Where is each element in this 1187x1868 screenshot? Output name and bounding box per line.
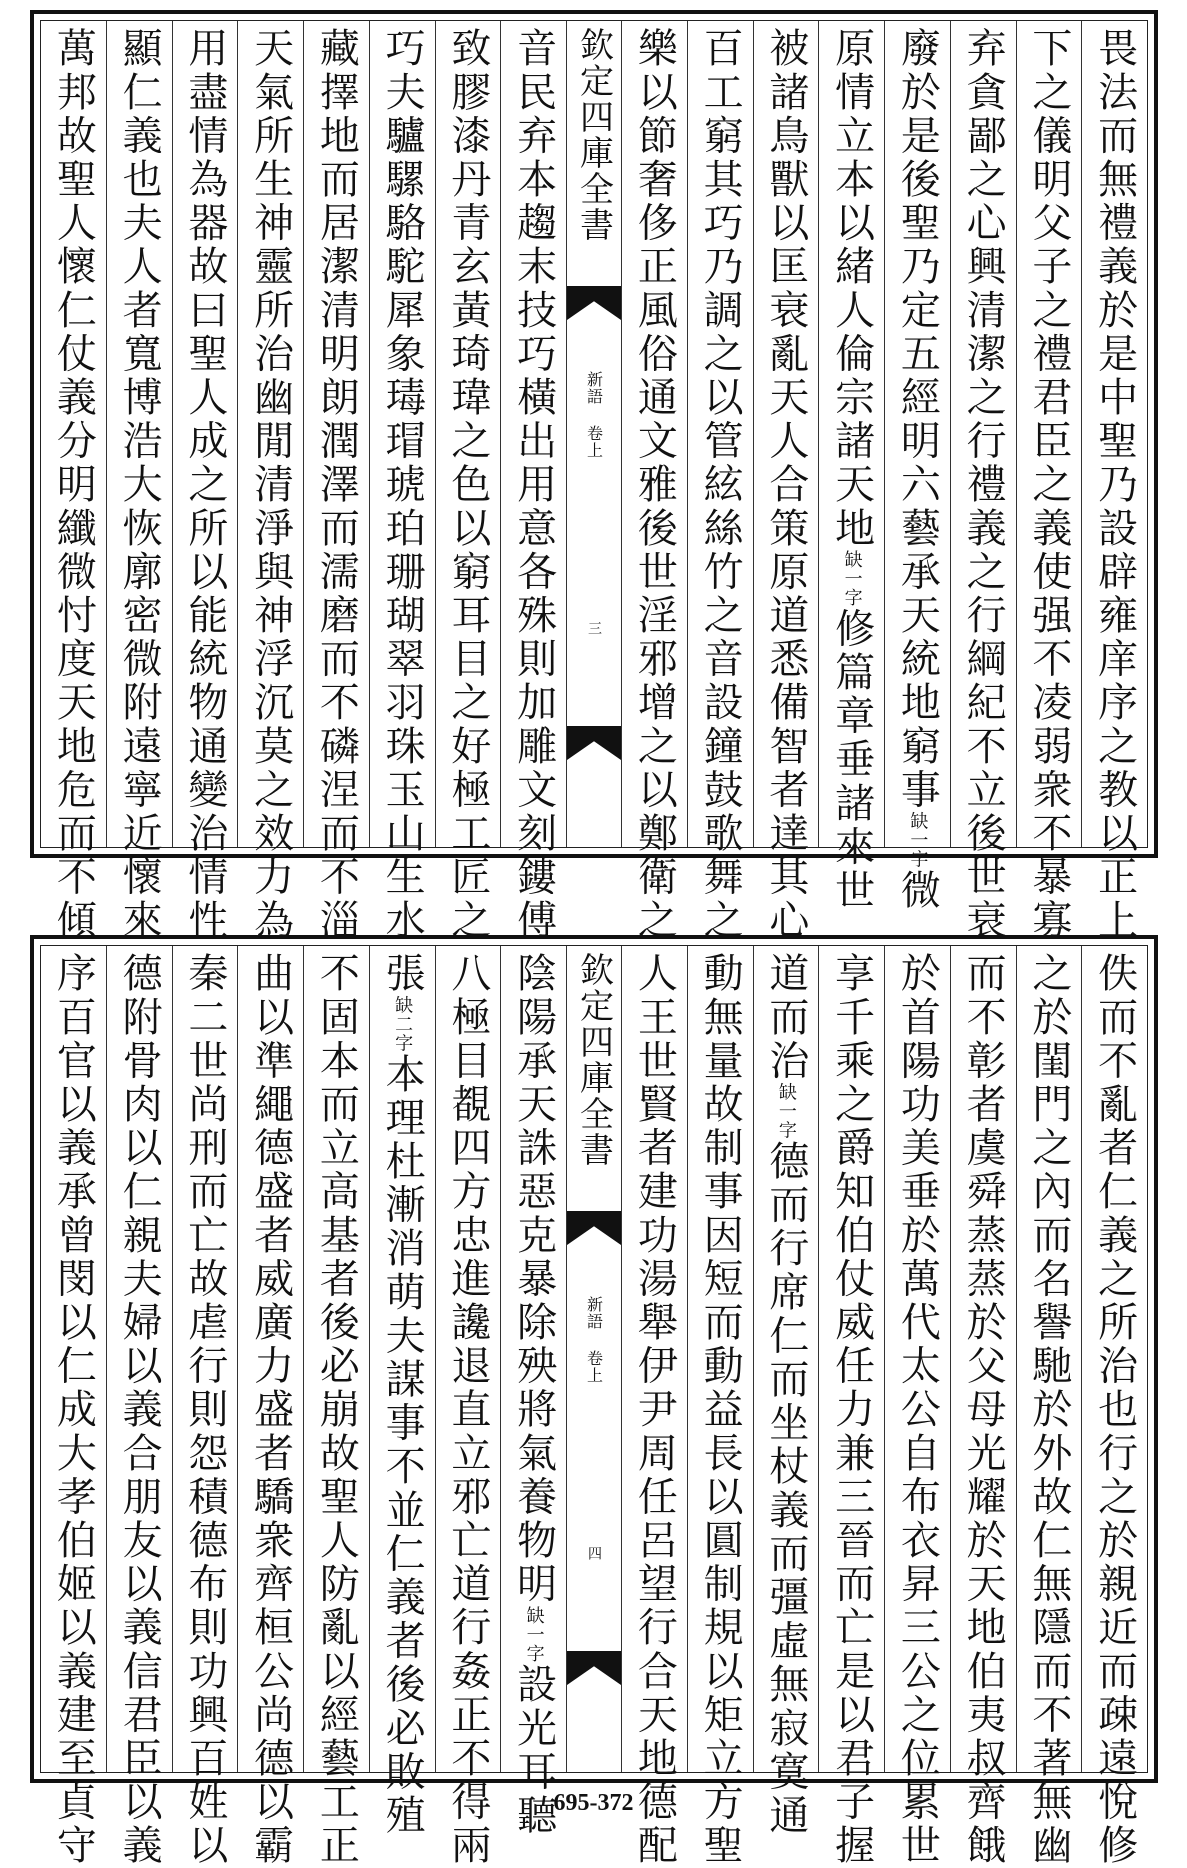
- volume-label: 新語 卷上: [584, 371, 604, 459]
- fishtail-mark: [567, 1211, 621, 1245]
- page-number: 四: [586, 1546, 602, 1560]
- text-column: [435, 21, 501, 943]
- text-column: [237, 21, 303, 943]
- column-text: 樂以節奢侈正風俗通文雅後世淫邪增之以鄭衛之: [631, 27, 678, 943]
- column-text: 巧夫驢騾駱駝犀象瑇瑁琥珀珊瑚翠羽珠玉山生水: [379, 27, 426, 943]
- column-text: 被諸鳥獸以匡衰亂天人合策原道悉備智者達其心: [762, 27, 809, 943]
- column-text: 百工窮其巧乃調之以管絃絲竹之音設鐘鼓歌舞之: [697, 27, 744, 943]
- column-text: 弃貪鄙之心興清潔之行禮義之行綱紀不立後世衰: [960, 27, 1007, 943]
- text-column: [303, 21, 369, 943]
- text-column: [884, 21, 950, 913]
- center-gutter: [566, 21, 621, 847]
- column-text: 道而治缺一字德而行席仁而坐杖義而彊虛無寂寞通: [762, 952, 809, 1838]
- fishtail-mark: [567, 1651, 621, 1685]
- text-column: [1081, 946, 1147, 1868]
- column-text: 德附骨肉以仁親夫婦以義合朋友以義信君臣以義: [116, 952, 163, 1868]
- volume-label: 新語 卷上: [584, 1296, 604, 1384]
- text-column: [950, 21, 1016, 943]
- text-column: [303, 946, 369, 1868]
- text-column: [237, 946, 303, 1868]
- column-text: 於首陽功美垂於萬代太公自布衣昇三公之位累世: [894, 952, 941, 1868]
- lacuna-note: 缺二字: [392, 995, 414, 1053]
- text-column: [753, 946, 819, 1838]
- column-text: 致膠漆丹青玄黃琦瑋之色以窮耳目之好極工匠之: [444, 27, 491, 943]
- column-text: 曲以準繩德盛者威廣力盛者驕衆齊桓公尚德以霸: [247, 952, 294, 1868]
- column-text: 原情立本以緒人倫宗諸天地缺一字修篇章垂諸來世: [828, 27, 875, 913]
- page-number: 三: [586, 621, 602, 635]
- column-text: 畏法而無禮義於是中聖乃設辟雍庠序之教以正上: [1091, 27, 1138, 943]
- text-column: [41, 946, 106, 1868]
- fishtail-mark: [567, 726, 621, 760]
- text-column: [106, 21, 172, 943]
- text-column: [369, 21, 435, 943]
- column-text: 陰陽承天誅惡克暴除殃將氣養物明缺一字設光耳聽: [510, 952, 557, 1838]
- page-reference: 695-372: [553, 1790, 634, 1816]
- column-text: 人王世賢者建功湯舉伊尹周任呂望行合天地德配: [631, 952, 678, 1868]
- column-text: 之於閨門之內而名譽馳於外故仁無隱而不著無幽: [1025, 952, 1072, 1868]
- column-text: 下之儀明父子之禮君臣之義使强不凌弱衆不暴寡: [1025, 27, 1072, 943]
- column-text: 用盡情為器故曰聖人成之所以能統物通變治情性: [181, 27, 228, 943]
- text-column: [687, 21, 753, 943]
- lacuna-note: 缺一字: [907, 811, 929, 869]
- text-column: [500, 946, 566, 1838]
- text-column: [172, 21, 238, 943]
- text-column: [621, 21, 687, 943]
- column-text: 秦二世尚刑而亡故虐行則怨積德布則功興百姓以: [181, 952, 228, 1868]
- book-title: 欽定四庫全書: [573, 27, 614, 243]
- text-column: [41, 21, 106, 943]
- column-text: 顯仁義也夫人者寬博浩大恢廓密微附遠寧近懷來: [116, 27, 163, 943]
- book-title: 欽定四庫全書: [573, 952, 614, 1168]
- column-text: 序百官以義承曾閔以仁成大孝伯姬以義建至貞守: [50, 952, 97, 1868]
- page-top: [30, 10, 1158, 943]
- column-text: 而不彰者虞舜蒸蒸於父母光耀於天地伯夷叔齊餓: [960, 952, 1007, 1868]
- column-text: 八極目覩四方忠進讒退直立邪亡道行姦正不得兩: [444, 952, 491, 1868]
- text-column: [106, 946, 172, 1868]
- text-column: [950, 946, 1016, 1868]
- text-column: [621, 946, 687, 1868]
- column-text: 動無量故制事因短而動益長以圓制規以矩立方聖: [697, 952, 744, 1868]
- text-column: [369, 946, 435, 1838]
- column-text: 佚而不亂者仁義之所治也行之於親近而疎遠悅修: [1091, 952, 1138, 1868]
- lacuna-note: 缺一字: [523, 1606, 545, 1663]
- text-column: [1016, 946, 1082, 1868]
- page-top-columns: [40, 20, 1148, 943]
- text-column: [1016, 21, 1082, 943]
- text-column: [172, 946, 238, 1868]
- lacuna-note: 缺一字: [841, 550, 863, 608]
- fishtail-mark: [567, 286, 621, 320]
- lacuna-note: 缺一字: [775, 1082, 797, 1140]
- column-text: 音民弃本趨末技巧橫出用意各殊則加雕文刻鏤傅: [510, 27, 557, 943]
- text-column: [753, 21, 819, 943]
- column-text: 廢於是後聖乃定五經明六藝承天統地窮事缺一字微: [894, 27, 941, 913]
- text-column: [500, 21, 566, 943]
- column-text: 天氣所生神靈所治幽閒清淨與神浮沉莫之效力為: [247, 27, 294, 943]
- column-text: 不固本而立高基者後必崩故聖人防亂以經藝工正: [313, 952, 360, 1868]
- text-column: [687, 946, 753, 1868]
- text-column: [435, 946, 501, 1868]
- column-text: 張缺二字本理杜漸消萌夫謀事不並仁義者後必敗殖: [379, 952, 426, 1838]
- column-text: 藏擇地而居潔清明朗潤澤而濡磨而不磷涅而不淄: [313, 27, 360, 943]
- column-text: 萬邦故聖人懷仁仗義分明纖微忖度天地危而不傾: [50, 27, 97, 943]
- text-column: [1081, 21, 1147, 943]
- column-text: 享千乘之爵知伯仗威任力兼三晉而亡是以君子握: [828, 952, 875, 1868]
- center-gutter: [566, 946, 621, 1772]
- text-column: [818, 21, 884, 913]
- text-column: [884, 946, 950, 1868]
- text-column: [818, 946, 884, 1868]
